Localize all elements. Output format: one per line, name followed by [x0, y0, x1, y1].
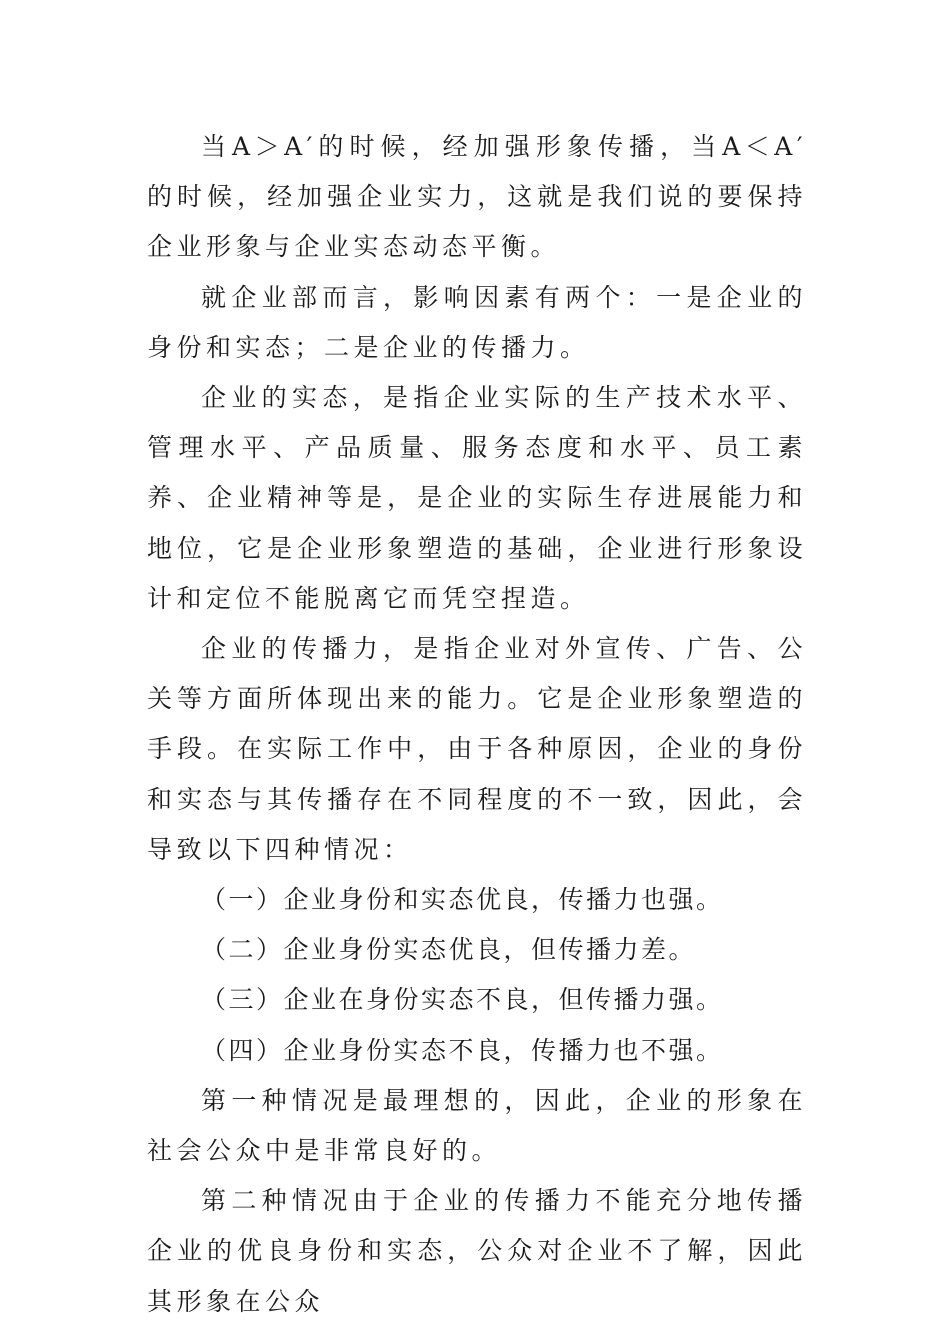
- paragraph: 第一种情况是最理想的，因此，企业的形象在社会公众中是非常良好的。: [147, 1085, 807, 1166]
- paragraph: 当A＞A′的时候，经加强形象传播，当A＜A′的时候，经加强企业实力，这就是我们说的要保持企业形象与企业实态动态平衡。: [147, 132, 807, 262]
- paragraph: 企业的实态，是指企业实际的生产技术水平、管理水平、产品质量、服务态度和水平、员工素养、企业精神等是，是企业的实际生存进展能力和地位，它是企业形象塑造的基础，企业进行形象设计和定位不能脱离它而凭空捏造。: [147, 383, 807, 613]
- paragraph: 就企业部而言，影响因素有两个：一是企业的身份和实态；二是企业的传播力。: [147, 282, 807, 362]
- list-item: （二）企业身份实态优良，但传播力差。: [201, 935, 697, 965]
- document-body: [147, 122, 807, 1327]
- list-item: （四）企业身份实态不良，传播力也不强。: [201, 1035, 724, 1065]
- paragraph: 企业的传播力，是指企业对外宣传、广告、公关等方面所体现出来的能力。它是企业形象塑造的手段。在实际工作中，由于各种原因，企业的身份和实态与其传播存在不同程度的不一致，因此，会导致以下四种情况：: [147, 634, 807, 864]
- list-item: （一）企业身份和实态优良，传播力也强。: [201, 885, 724, 915]
- list-item: （三）企业在身份实态不良，但传播力强。: [201, 985, 724, 1015]
- paragraph: 第二种情况由于企业的传播力不能充分地传播企业的优良身份和实态，公众对企业不了解，因此其形象在公众: [147, 1186, 807, 1316]
